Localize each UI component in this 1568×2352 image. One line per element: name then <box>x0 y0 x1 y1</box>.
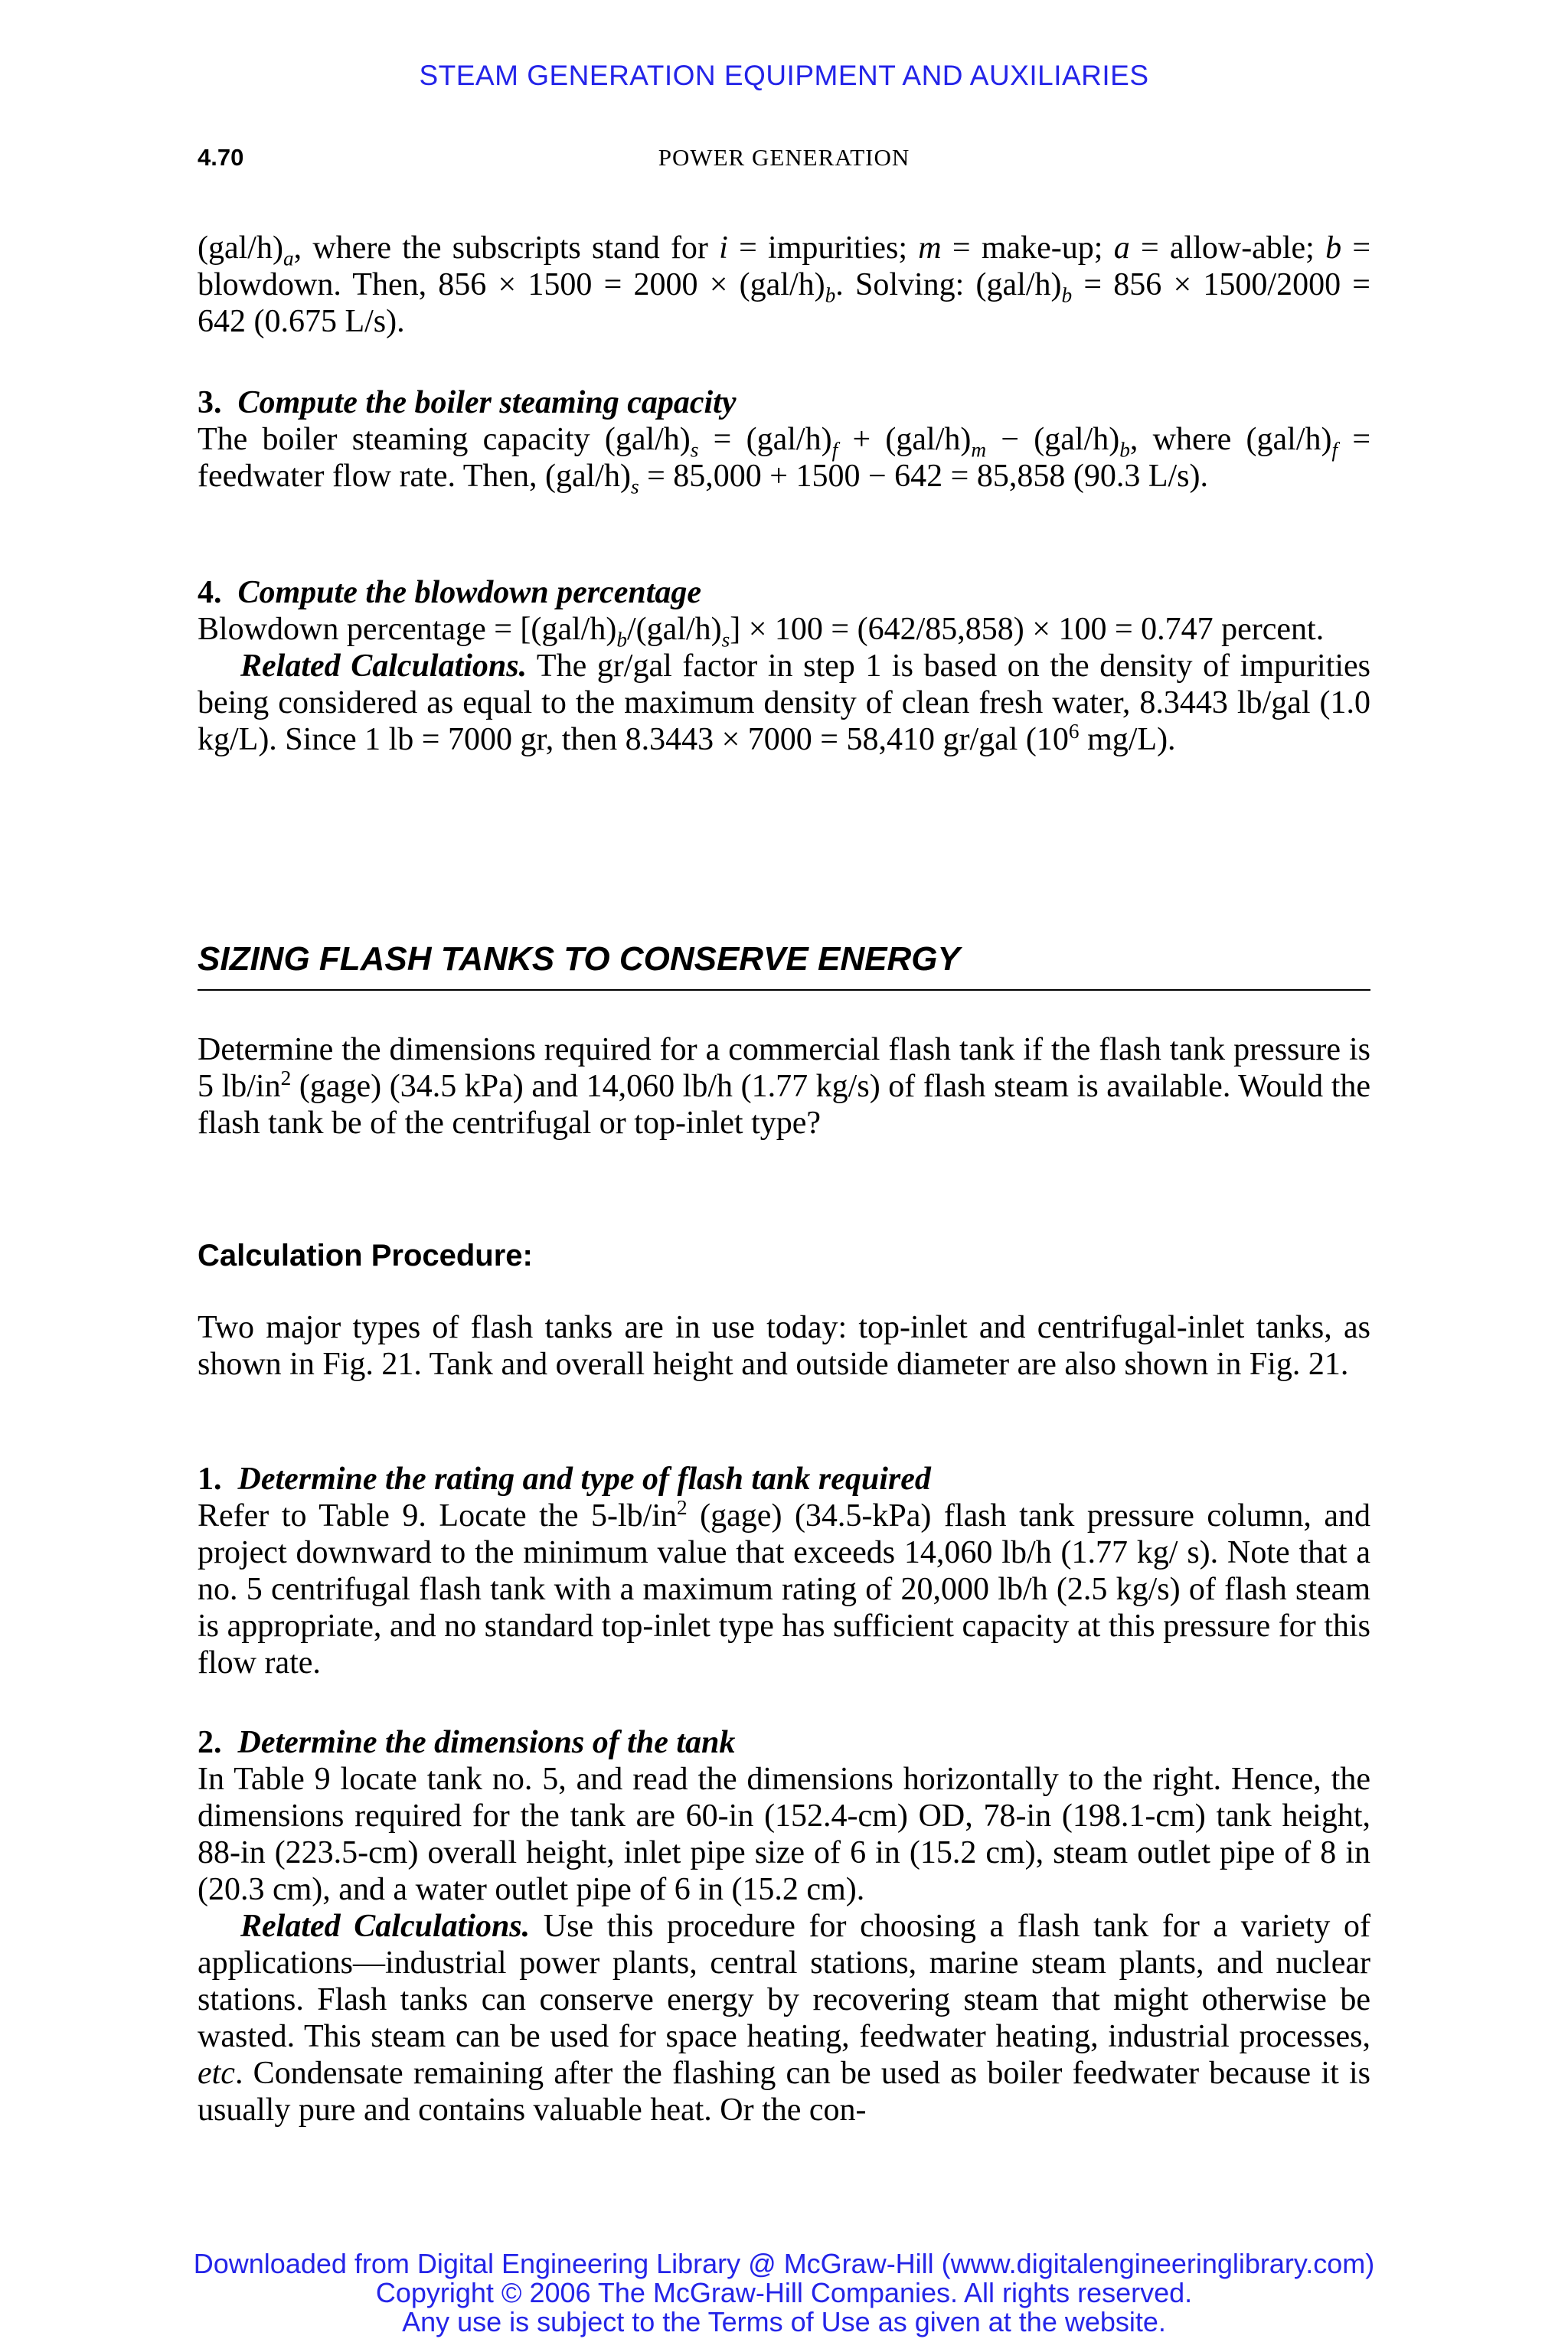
step-title: Compute the blowdown percentage <box>237 575 702 610</box>
step-body: In Table 9 locate tank no. 5, and read the dimensions horizontally to the right. Hence, the dimensions required for the tank are 60-in (152.4-cm) OD, 78-in (198.1-cm) tank height, 88-in (223.5-cm) overall height, inlet pipe size of 6 in (15.2 cm), steam outlet pipe of 8 in (20.3 cm), and a water outlet pipe of 6 in (15.2 cm). <box>198 1762 1370 1907</box>
step-body: Blowdown percentage = $[(gal/h)_b/(gal/h)_s] \times 100 = (642/85,858) \times 100 = 0.747$ percent. <box>198 612 1325 652</box>
footer <box>0 2249 1568 2337</box>
step-title: Compute the boiler steaming capacity <box>237 385 737 420</box>
problem-statement: Determine the dimensions required for a commercial flash tank if the flash tank pressure is 5 $lb/in^2$ (gage) (34.5 kPa) and 14,060 lb/h (1.77 kg/s) of flash steam is available. Would the flash tank be of the centrifugal or top-inlet type? <box>198 1032 1371 1141</box>
calculation-intro: Two major types of flash tanks are in use today: top-inlet and centrifugal-inlet tanks, as shown in Fig. 21. Tank and overall height and outside diameter are also shown in Fig. 21. <box>198 1310 1370 1382</box>
calculation-procedure-heading: Calculation Procedure: <box>198 1239 533 1272</box>
step-title: Determine the dimensions of the tank <box>237 1725 736 1760</box>
section-heading: SIZING FLASH TANKS TO CONSERVE ENERGY <box>198 940 1370 991</box>
step-4 <box>198 574 1370 758</box>
step-body: The boiler steaming capacity $(gal/h)_s = (gal/h)_f + (gal/h)_m - (gal/h)_b$, where $(gal/h)_f$ = feedwater flow rate. Then, $(gal/h)_s = 85,000 + 1500 - 642 = 85,858$ (90.3 L/s). <box>198 422 1371 498</box>
related-calculations: Related Calculations. Use this procedure for choosing a flash tank for a variety of applications—industrial power plants, central stations, marine steam plants, and nuclear stations. Flash tanks can conserve energy by recovering steam that might otherwise be wasted. This steam can be used for space heating, feedwater heating, industrial processes, etc. Condensate remaining after the flashing can be used as boiler feedwater because it is usually pure and contains valuable heat. Or the con- <box>198 1909 1370 2128</box>
page-number: 4.70 <box>198 144 244 171</box>
step-2 <box>198 1724 1370 2128</box>
footer-copyright-line: Copyright © 2006 The McGraw-Hill Companies. All rights reserved. <box>375 2277 1193 2308</box>
related-calculations: Related Calculations. The gr/gal factor in step 1 is based on the density of impurities being considered as equal to the maximum density of clean fresh water, 8.3443 lb/gal (1.0 kg/L). Since 1 lb = 7000 gr, then 8.3443 × 7000 = 58,410 gr/gal ($10^6$ mg/L). <box>198 648 1370 757</box>
step-3 <box>198 384 1371 498</box>
footer-download-line[interactable]: Downloaded from Digital Engineering Library @ McGraw-Hill (www.digitalengineeringlibrary.com) <box>193 2248 1375 2279</box>
step-body: Refer to Table 9. Locate the $5-lb/in^2$ (gage) (34.5-kPa) flash tank pressure column, and project downward to the minimum value that exceeds 14,060 lb/h (1.77 kg/ s). Note that a no. 5 centrifugal flash tank with a maximum rating of 20,000 lb/h (2.5 kg/s) of flash steam is appropriate, and no standard top-inlet type has sufficient capacity at this pressure for this flow rate. <box>198 1496 1370 1681</box>
continuation-paragraph: $(gal/h)_a$, where the subscripts stand for i = impurities; m = make-up; a = allow-able; b = blowdown. Then, $856 \times 1500 = 2000 \times (gal/h)_b$. Solving: $(gal/h)_b = 856 \times 1500/2000 = 642$ (0.675 L/s). <box>198 230 1371 339</box>
book-title: POWER GENERATION <box>658 144 910 171</box>
step-number: 3. <box>198 385 222 420</box>
running-head: STEAM GENERATION EQUIPMENT AND AUXILIARIES <box>419 60 1149 91</box>
step-number: 4. <box>198 575 222 610</box>
step-number: 2. <box>198 1725 222 1760</box>
step-number: 1. <box>198 1462 222 1497</box>
step-title: Determine the rating and type of flash tank required <box>237 1462 931 1497</box>
footer-terms-line[interactable]: Any use is subject to the Terms of Use as given at the website. <box>402 2306 1166 2337</box>
step-1 <box>198 1461 1370 1681</box>
